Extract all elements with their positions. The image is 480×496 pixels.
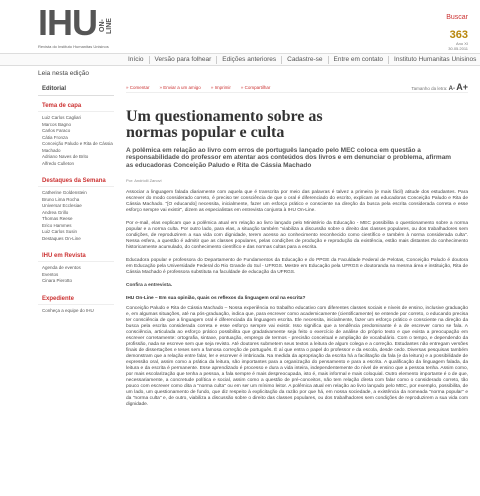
article-title: Um questionamento sobre as normas popular e culta [126, 108, 323, 141]
sidebar-link[interactable]: Eventos [42, 271, 59, 277]
sidebar-link[interactable]: Universar Ecclesiae [42, 203, 82, 208]
send-label: Enviar a um amigo [163, 84, 201, 90]
search-link[interactable]: Buscar [446, 14, 468, 21]
sidebar-section-head: Tema de capa [38, 100, 114, 112]
print-link[interactable]: » Imprimir [210, 84, 231, 90]
sidebar-link[interactable]: Catherine Goldenstein [42, 190, 87, 195]
share-link[interactable]: » Compartilhar [240, 84, 271, 90]
article-byline: Por: Andriolli Zanovi [126, 178, 162, 184]
sidebar-link[interactable]: Carlos Faraco [42, 128, 71, 133]
print-label: Imprimir [214, 84, 231, 90]
sidebar-section-head: IHU em Revista [38, 250, 114, 262]
ihu-logo[interactable] [38, 2, 113, 43]
nav-item-5[interactable]: Instituto Humanitas Unisinos [394, 56, 477, 63]
nav-item-2[interactable]: Edições anteriores [217, 56, 282, 64]
interview-answer-1: Conceição Paludo e Rita de Cássia Machado – Nossa experiência no trabalho educativo com diferentes classes sociais e níveis de ensino, inclusive graduação e, em algumas situações, até na pós-graduação, indica que, para escrever como academicamente (cientificamente) se entende por correto, o educando precisa ter consciência de que a linguagem oral é diferenciada da linguagem escrita. Ele necessita, inicialmente, fazer um esforço prático e consciente na direção da busca pela escrita considerada correta e esse esforço sempre vai existir. Isso significa que a tendência predominante é a de escrever como se fala. A consciência, articulada ao esforço prático possibilita que gradativamente seja feito o exercício de análise do próprio texto e que exista a preocupação em escrever corretamente: ortografia, sintaxe, pontuação, emprego de termos - precisão conceitual e ampliação de vocabulário. Com o tempo, e dependendo da profissão, nada se escreve sem que seja revisto. Até doutores submetem seus textos a leitura de algum colega e a correção. Estudantes não entregam versões finais de dissertações e teses sem a famosa correção de português. É aí que entra o papel do professor e da escola, desde cedo. Diversas pesquisas também demonstram que a relação entre falar, ler e escrever é imbricada. Na medida da apropriação da escrita há a facilitação da fala (e da leitura) e a possibilidade de expressão oral, assim como a prática da leitura, são importantes para a organização do pensamento e para a escrita. A qualificação da linguagem falada, da leitura e da escrita é permanente. Esse aprendizado é processo e dura a vida inteira, independentemente do nível de ensino que a pessoa tenha. Assim como, por mais escolarização que tenha a pessoa, a fala sempre é mais despreocupada, isto é, mais informal e mais coloquial. Outro elemento importante é o de que, necessariamente, a concretude política e social, assim como a questão de pré-conceitos, não tem relação direta com falar como o considerado correto, tão pouco com escrever como dita a "norma culta" ou em ser um mínimo leitor. A polêmica atual em relação ao livro lançado pelo MEC, por exemplo, possibilita, de um lado, um questionamento de fundo, que diz respeito à explicitação da razão por que há, em nossa sociedade, a existência da nomeada "norma popular" e da "norma culta" e, de outro, viabiliza a discussão sobre o direito das classes populares, ou dos trabalhadores sem condições de reproduzirem a sua vida com dignidade. [126, 306, 468, 408]
font-size-control [411, 82, 468, 92]
issue-year: Ano XI [455, 41, 468, 46]
sidebar-section-list [38, 115, 114, 167]
article-paragraph-3: Educadora popular e professora do Departamento de Fundamentos da Educação e do PPGE da Faculdade Federal de Pelotas, Conceição Paludo é doutora em Educação pela Universidade Federal do Rio Grande do Sul - UFRGS. Mestre em Educação pela UFRGS e doutoranda na mesma área e instituição, Rita de Cássia Machado é professora substituta na faculdade de educação da UFRGS. [126, 258, 468, 276]
sidebar-section-head: Destaques da Semana [38, 175, 114, 187]
section-label: Leia nesta edição [38, 70, 89, 77]
sidebar-link[interactable]: Andrea Grillo [42, 209, 69, 215]
comment-link[interactable]: » Comentar [126, 84, 150, 90]
article-paragraph-4: Confira a entrevista. [126, 283, 173, 289]
nav-items [123, 56, 480, 64]
logo-subtitle: Revista do Instituto Humanitas Unisinos [38, 44, 109, 49]
article-paragraph-1: Associar a linguagem falada diariamente com aquela que é transcrita por meio das palavras é talvez a primeira (e mais fácil) atitude dos estudantes. Para escrever do modo considerado correto, é preciso ter consciência de que o oral é diferenciado do escrito, explicam as educadoras Conceição Paludo e Rita de Cássia Machado. "[O educando] necessita, inicialmente, fazer um esforço prático e consciente na direção da busca pela escrita considerada correta e esse esforço sempre vai existir", dizem as especialistas em entrevista conjunta à IHU On-Line. [126, 190, 468, 214]
sidebar-link[interactable]: Luiz Carlos Susin [42, 229, 78, 234]
nav-item-4[interactable]: Entre em contato [329, 56, 390, 64]
logo-side-text: ON-LINE [99, 18, 113, 34]
issue-info [448, 30, 468, 51]
nav-item-0[interactable]: Início [123, 56, 150, 64]
sidebar-title-editorial[interactable]: Editorial [38, 84, 114, 96]
sidebar-section-list [38, 265, 114, 285]
nav-item-1[interactable]: Versão para folhear [150, 56, 218, 64]
article-lead: A polêmica em relação ao livro com erros de português lançado pelo MEC coloca em questão a responsabilidade do professor em atentar aos conteúdos dos livros e em denunciar o problema, afirmam as educadoras Conceição Paludo e Rita de Cássia Machado [126, 147, 452, 169]
sidebar-sections [38, 100, 114, 314]
nav-item-3[interactable]: Cadastre-se [282, 56, 328, 64]
issue-date: 30.05.2011 [448, 46, 468, 51]
sidebar-link[interactable]: Cinara Pierotto [42, 278, 73, 283]
article-toolbar [126, 82, 468, 93]
main-nav [0, 53, 480, 66]
font-increase-button[interactable]: A+ [456, 82, 468, 92]
sidebar-link[interactable]: Thomas Reese [42, 216, 73, 221]
interview-question-1: IHU On-Line – Em sua opinião, quais os reflexos da linguagem oral na escrita? [126, 296, 306, 302]
sidebar-section-head: Expediente [38, 293, 114, 305]
sidebar-link[interactable]: Destaques On-Line [42, 235, 81, 241]
sidebar-link[interactable]: Adriano Naves de Brito [42, 154, 89, 159]
logo-text: IHU [38, 2, 97, 43]
sidebar-link[interactable]: Bruno Lima Rocha [42, 196, 80, 202]
issue-number: 363 [449, 29, 468, 41]
send-friend-link[interactable]: » Enviar a um amigo [159, 84, 201, 90]
sidebar-link[interactable]: Agenda de eventos [42, 265, 81, 270]
sidebar-link[interactable]: Alfredo Culleton [42, 160, 75, 166]
sidebar-link[interactable]: Marcos Bagno [42, 121, 72, 127]
font-decrease-button[interactable]: A- [448, 86, 455, 92]
article-paragraph-2: Por e-mail, elas explicam que a polêmica atual em relação ao livro lançado pelo Ministério da Educação - MEC possibilita o questionamento sobre a norma popular e a norma culta. Por outro lado, para elas, a situação também "viabiliza a discussão sobre o direito das classes populares, ou dos trabalhadores sem condições, de reproduzirem a sua vida com dignidade, terem acesso ao conhecimento reconhecido como científico e também à norma considerada culta". Nessa esfera, a questão é admitir que as classes populares, pelas condições de produção e reprodução da existência, estão mais distantes do conhecimento historicamente acumulado, do conhecimento científico e das normas cultas para a escrita. [126, 221, 468, 251]
font-size-label: Tamanho da letra: [411, 86, 448, 91]
share-label: Compartilhar [244, 84, 271, 90]
sidebar-link[interactable]: Erico Hammes [42, 222, 72, 228]
sidebar [38, 84, 114, 322]
sidebar-section-list [38, 190, 114, 242]
site-header [0, 0, 480, 52]
sidebar-link[interactable]: Conheça a equipe do IHU [42, 307, 94, 313]
sidebar-link[interactable]: Luiz Carlos Cagliari [42, 115, 82, 120]
article-main [126, 82, 468, 408]
comment-label: Comentar [129, 84, 150, 90]
sidebar-section-list [38, 308, 114, 315]
sidebar-link[interactable]: Cátia Fronza [42, 134, 68, 140]
sidebar-link[interactable]: Conceição Paludo e Rita de Cássia Machado [42, 141, 113, 153]
